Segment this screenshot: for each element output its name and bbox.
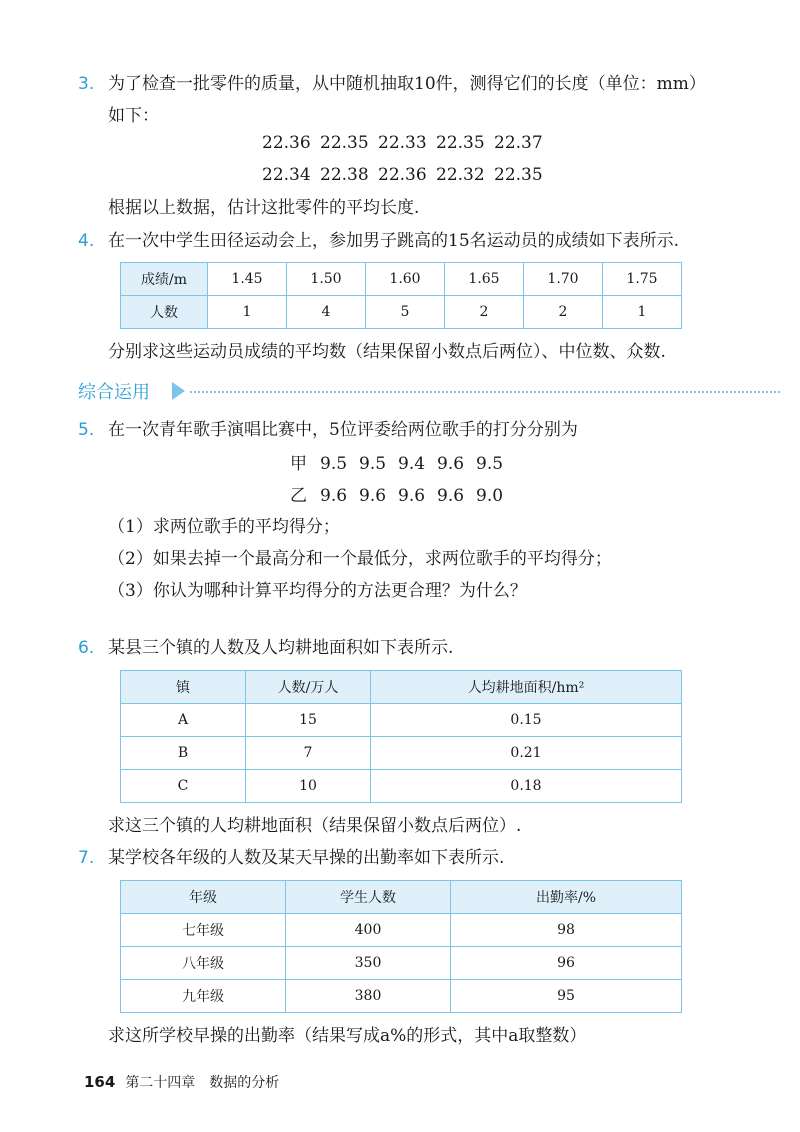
data-value: 22.35 [494, 165, 543, 185]
problem-3 [78, 72, 706, 96]
score-value: 9.6 [437, 486, 465, 506]
page-footer [84, 1072, 279, 1092]
data-row-2 [262, 165, 552, 185]
problem-3-line2 [78, 104, 159, 128]
question-text: 分别求这些运动员成绩的平均数（结果保留小数点后两位）、中位数、众数. [108, 342, 666, 362]
score-value: 9.6 [398, 486, 426, 506]
sub-question-1: （1）求两位歌手的平均得分； [108, 517, 340, 537]
data-value: 22.35 [436, 133, 485, 153]
problem-6 [78, 636, 453, 660]
score-value: 9.6 [437, 454, 465, 474]
singer-label: 甲 [290, 454, 307, 474]
score-value: 9.5 [320, 454, 348, 474]
table-cell: 1.75 [603, 263, 682, 296]
section-header [78, 378, 778, 404]
score-value: 9.6 [320, 486, 348, 506]
problem-number: 4. [78, 231, 95, 251]
table-cell: 1.45 [208, 263, 287, 296]
data-row-1 [262, 133, 552, 153]
score-value: 9.5 [359, 454, 387, 474]
problem-number: 7. [78, 848, 95, 868]
table-row [121, 914, 682, 947]
table-row [121, 770, 682, 803]
singer-label: 乙 [290, 486, 307, 506]
data-value: 22.35 [320, 133, 369, 153]
table-cell: 5 [366, 296, 445, 329]
table-cell: 350 [286, 947, 451, 980]
table-cell: 2 [445, 296, 524, 329]
problem-5 [78, 418, 578, 442]
problem-text: 某县三个镇的人数及人均耕地面积如下表所示. [108, 638, 454, 658]
high-jump-table [120, 262, 682, 329]
table-row [121, 947, 682, 980]
problem-6-question [78, 814, 521, 838]
column-header: 出勤率/% [451, 881, 682, 914]
problem-text: 在一次青年歌手演唱比赛中，5位评委给两位歌手的打分分别为 [108, 420, 578, 440]
table-cell: 10 [246, 770, 371, 803]
table-cell: 15 [246, 704, 371, 737]
data-value: 22.37 [494, 133, 543, 153]
score-value: 9.6 [359, 486, 387, 506]
table-cell: 0.21 [371, 737, 682, 770]
table-cell: 98 [451, 914, 682, 947]
data-value: 22.32 [436, 165, 485, 185]
sub-question-3: （3）你认为哪种计算平均得分的方法更合理？为什么？ [108, 581, 527, 601]
table-cell: 380 [286, 980, 451, 1013]
table-cell: 1.50 [287, 263, 366, 296]
problem-text: 在一次中学生田径运动会上，参加男子跳高的15名运动员的成绩如下表所示. [108, 231, 680, 251]
table-cell: 0.15 [371, 704, 682, 737]
table-cell: 95 [451, 980, 682, 1013]
section-title: 综合运用 [78, 382, 150, 403]
page-number: 164 [84, 1073, 116, 1091]
table-cell: 7 [246, 737, 371, 770]
table-row [121, 980, 682, 1013]
column-header: 人数/万人 [246, 671, 371, 704]
table-cell: 4 [287, 296, 366, 329]
triangle-icon [172, 382, 185, 400]
data-value: 22.36 [262, 133, 311, 153]
table-cell: 1.70 [524, 263, 603, 296]
problem-number: 6. [78, 638, 95, 658]
table-cell: 八年级 [121, 947, 286, 980]
data-value: 22.33 [378, 133, 427, 153]
row-label: 人数 [121, 296, 208, 329]
sub-question-2: （2）如果去掉一个最高分和一个最低分，求两位歌手的平均得分； [108, 549, 612, 569]
table-cell: 九年级 [121, 980, 286, 1013]
table-cell: 1.60 [366, 263, 445, 296]
question-text: 求这三个镇的人均耕地面积（结果保留小数点后两位）. [108, 816, 522, 836]
data-value: 22.38 [320, 165, 369, 185]
problem-text: 某学校各年级的人数及某天早操的出勤率如下表所示. [108, 848, 505, 868]
dotted-divider [190, 391, 780, 393]
problem-3-question [78, 196, 419, 220]
table-cell: 96 [451, 947, 682, 980]
table-cell: A [121, 704, 246, 737]
score-value: 9.0 [476, 486, 504, 506]
problem-7-question [78, 1024, 586, 1048]
column-header: 镇 [121, 671, 246, 704]
column-header: 人均耕地面积/hm² [371, 671, 682, 704]
data-value: 22.34 [262, 165, 311, 185]
table-cell: 1 [603, 296, 682, 329]
score-value: 9.4 [398, 454, 426, 474]
table-row [121, 737, 682, 770]
table-row [121, 704, 682, 737]
attendance-table [120, 880, 682, 1013]
question-text: 根据以上数据，估计这批零件的平均长度. [108, 198, 420, 218]
table-cell: 400 [286, 914, 451, 947]
problem-number: 3. [78, 74, 95, 94]
table-cell: 七年级 [121, 914, 286, 947]
table-cell: 1 [208, 296, 287, 329]
column-header: 年级 [121, 881, 286, 914]
question-text: 求这所学校早操的出勤率（结果写成a%的形式，其中a取整数） [108, 1026, 587, 1046]
singer-b-scores [290, 481, 515, 506]
chapter-title: 第二十四章 数据的分析 [125, 1075, 280, 1091]
table-cell: 0.18 [371, 770, 682, 803]
problem-text: 如下： [108, 106, 159, 126]
table-cell: 1.65 [445, 263, 524, 296]
score-value: 9.5 [476, 454, 504, 474]
row-label: 成绩/m [121, 263, 208, 296]
problem-4 [78, 229, 679, 253]
problem-text: 为了检查一批零件的质量，从中随机抽取10件，测得它们的长度（单位：mm） [108, 74, 706, 94]
problem-7 [78, 846, 504, 870]
problem-4-question [78, 340, 666, 364]
column-header: 学生人数 [286, 881, 451, 914]
table-cell: 2 [524, 296, 603, 329]
data-value: 22.36 [378, 165, 427, 185]
table-cell: C [121, 770, 246, 803]
table-cell: B [121, 737, 246, 770]
problem-number: 5. [78, 420, 95, 440]
town-table [120, 670, 682, 803]
singer-a-scores [290, 449, 515, 474]
